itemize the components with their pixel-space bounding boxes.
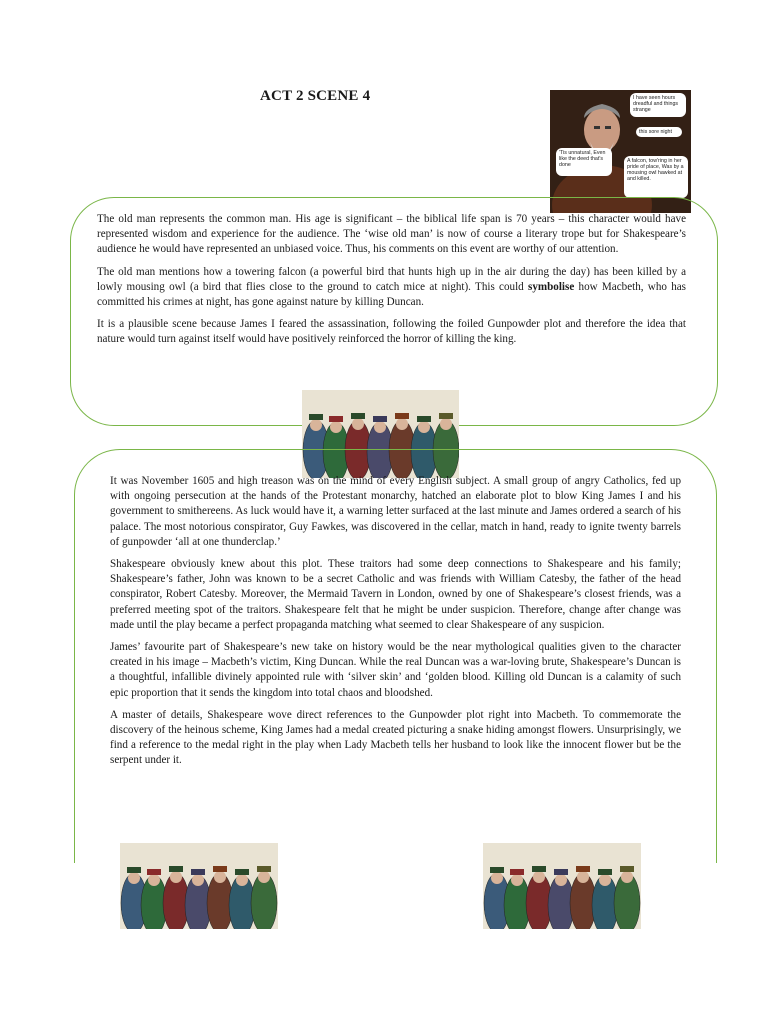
page-title: ACT 2 SCENE 4 [260,88,371,104]
section-gunpowder-plot-text [110,474,681,776]
speech-bubble: A falcon, tow'ring in her pride of place, Was by a mousing owl hawked at and killed. [624,156,688,198]
paragraph: Shakespeare obviously knew about this plot. These traitors had some deep connections to Shakespeare and his family; Shakespeare’s father, John was known to be a secret Catholic and was friends with William Catesby, the father of the head conspirator, Robert Catesby. Moreover, the Mermaid Tavern in London, owned by one of Shakespeare’s closest friends, was a preferred meeting spot of the traitors. Shakespeare felt that he might be under suspicion. Therefore, change after change was made until the play became a perfect propaganda matching what seemed to clear Shakespeare of any suspicion. [110,558,681,631]
paragraph: It is a plausible scene because James I feared the assassination, following the foiled Gunpowder plot and therefore the idea that nature would turn against itself would have positively reinforced the horror of killing the king. [97,318,686,346]
paragraph: The old man represents the common man. His age is significant – the biblical life span is 70 years – this character would have represented wisdom and experience for the audience. The ‘wise old man’ is now of course a literary trope but for Shakespeare’s audience he would have represented an unbiased voice. Thus, his comments on this event are worthy of our attention. [97,213,686,256]
paragraph: The old man mentions how a towering falcon (a powerful bird that hunts high up in the air during the day) has been killed by a lowly mousing owl (a bird that flies close to the ground to catch mice at night). This could symbolise how Macbeth, who has committed his crimes at night, has gone against nature by killing Duncan. [97,265,686,309]
conspirators-engraving-image [120,843,278,929]
speech-bubble: 'Tis unnatural, Even like the deed that's done [556,148,612,176]
paragraph: James’ favourite part of Shakespeare’s new take on history would be the near mythological qualities given to the character created in his image – Macbeth’s victim, King Duncan. While the real Duncan was a war-loving brute, Shakespeare’s Duncan is a thoughtful, infallible divinely appointed rule with ‘silver skin’ and ‘golden blood. Killing old Duncan is a calamity of such epic proportion that it sends the kingdom into total chaos and bloodshed. [110,641,681,699]
old-man-image [550,90,691,213]
paragraph: It was November 1605 and high treason was on the mind of every English subject. A small group of angry Catholics, fed up with ongoing persecution at the hands of the Protestant monarchy, hatched an elaborate plot to blow King James I and his government to smithereens. As luck would have it, a warning letter surfaced at the last minute and James ordered a search of his palace. The most notorious conspirator, Guy Fawkes, was discovered in the cellar, match in hand, ready to ignite twenty barrels of gunpowder ‘all at one thunderclap.’ [110,475,681,548]
bold-term: symbolise [528,280,575,293]
section-old-man-text [97,212,686,355]
speech-bubble: this sore night [636,127,682,137]
paragraph: A master of details, Shakespeare wove direct references to the Gunpowder plot right into Macbeth. To commemorate the discovery of the heinous scheme, King James had a medal created picturing a snake hiding amongst flowers. Unsurprisingly, we find a reference to the medal right in the play when Lady Macbeth tells her husband to look like the innocent flower but be the serpent under it. [110,708,681,767]
conspirators-engraving-image [483,843,641,929]
speech-bubble: I have seen hours dreadful and things strange [630,93,686,117]
